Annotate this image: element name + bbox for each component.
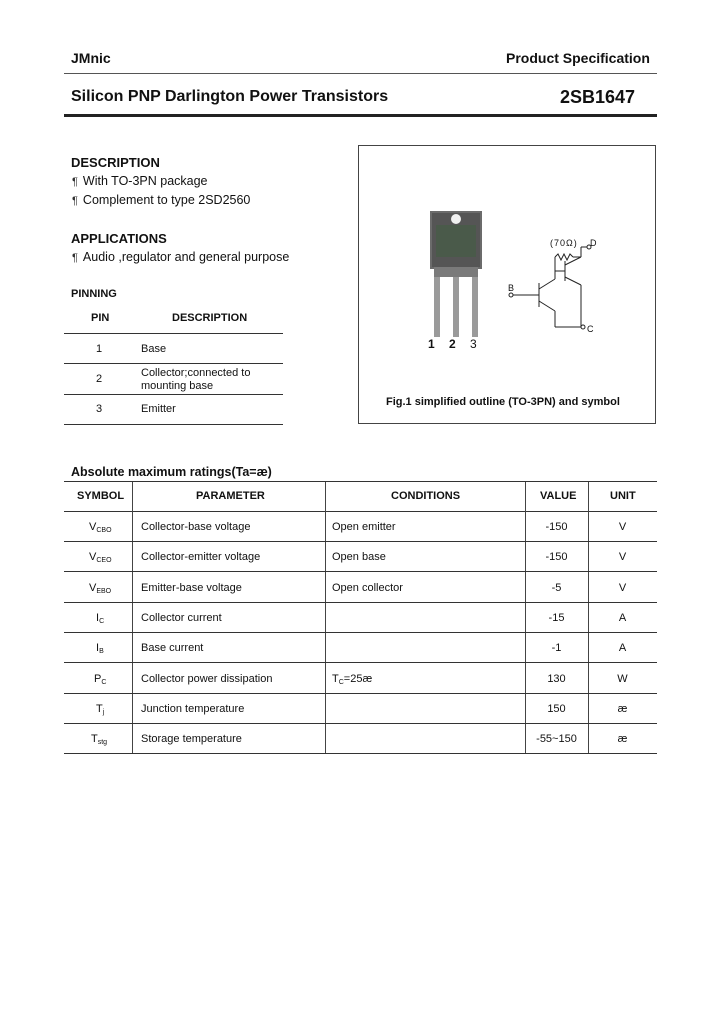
pin-label-3: 3 (470, 337, 477, 351)
row-parameter: Junction temperature (141, 703, 245, 715)
pin-description: Collector;connected to (141, 367, 251, 379)
table-bottom-rule (64, 753, 657, 754)
pinning-col-desc: DESCRIPTION (172, 312, 248, 324)
row-parameter: Collector-emitter voltage (141, 551, 261, 563)
pinning-rule (64, 363, 283, 364)
row-unit: V (618, 582, 627, 594)
row-rule (64, 541, 657, 542)
pin-label-2: 2 (449, 337, 456, 351)
row-rule (64, 693, 657, 694)
row-parameter: Storage temperature (141, 733, 242, 745)
doc-type: Product Specification (506, 50, 650, 66)
row-conditions: $T_C=25æ$ (332, 673, 373, 686)
row-value: 150 (547, 703, 566, 715)
row-value: 130 (547, 673, 566, 685)
row-unit: æ (617, 703, 628, 715)
pin-description: Base (141, 343, 167, 355)
bullet-mark: ¶ (72, 195, 78, 207)
pin-description-cont: mounting base (141, 380, 214, 392)
row-unit: V (618, 521, 627, 533)
row-rule (64, 571, 657, 572)
row-value: -15 (548, 612, 565, 624)
description-heading: DESCRIPTION (71, 155, 160, 170)
row-conditions: Open collector (332, 582, 403, 594)
part-number: 2SB1647 (560, 87, 636, 107)
terminal-d-label: D (590, 238, 597, 248)
ratings-title: Absolute maximum ratings(Ta=æ) (71, 465, 272, 479)
row-unit: W (617, 673, 628, 685)
row-unit: V (618, 551, 627, 563)
col-value: VALUE (540, 490, 577, 502)
row-rule (64, 662, 657, 663)
description-item: ¶ With TO-3PN package (72, 174, 208, 188)
col-divider (325, 482, 326, 753)
row-value: -150 (545, 551, 568, 563)
col-unit: UNIT (610, 490, 636, 502)
row-rule (64, 602, 657, 603)
row-conditions: Open base (332, 551, 386, 563)
row-conditions: Open emitter (332, 521, 396, 533)
applications-heading: APPLICATIONS (71, 231, 167, 246)
row-parameter: Base current (141, 642, 204, 654)
page-title: Silicon PNP Darlington Power Transistors (71, 88, 389, 105)
pinning-rule (64, 394, 283, 395)
row-symbol: $P_C$ (94, 673, 107, 686)
pin-description: Emitter (141, 403, 176, 415)
title-divider (64, 114, 657, 117)
col-parameter: PARAMETER (196, 490, 265, 502)
header-divider (64, 73, 657, 74)
table-top-rule (64, 481, 657, 482)
row-parameter: Emitter-base voltage (141, 582, 242, 594)
row-unit: A (618, 612, 627, 624)
pin-number: 2 (96, 373, 103, 385)
col-symbol: SYMBOL (77, 490, 125, 502)
to3pn-package-image (420, 205, 500, 350)
description-item: ¶ Complement to type 2SD2560 (72, 193, 251, 207)
row-symbol: $V_{EBO}$ (89, 582, 112, 595)
row-symbol: $T_j$ (96, 703, 105, 716)
col-conditions: CONDITIONS (391, 490, 461, 502)
table-header-rule (64, 511, 657, 512)
row-symbol: $I_B$ (96, 642, 104, 655)
row-value: -150 (545, 521, 568, 533)
pin-number: 1 (96, 343, 103, 355)
pinning-rule (64, 424, 283, 425)
row-rule (64, 723, 657, 724)
row-unit: æ (617, 733, 628, 745)
row-parameter: Collector current (141, 612, 222, 624)
row-symbol: $V_{CBO}$ (89, 521, 112, 534)
darlington-symbol-icon (505, 235, 605, 335)
row-symbol: $T_{stg}$ (91, 733, 108, 746)
row-symbol: $I_C$ (96, 612, 105, 625)
row-parameter: Collector-base voltage (141, 521, 251, 533)
row-value: -5 (551, 582, 562, 594)
col-divider (132, 482, 133, 753)
row-unit: A (618, 642, 627, 654)
pinning-col-pin: PIN (91, 312, 110, 324)
row-value: -55~150 (536, 733, 577, 745)
resistor-value: (70Ω) (550, 238, 578, 248)
applications-item: ¶ Audio ,regulator and general purpose (72, 250, 290, 264)
row-symbol: $V_{CEO}$ (89, 551, 112, 564)
brand-name: JMnic (71, 50, 111, 66)
figure-caption: Fig.1 simplified outline (TO-3PN) and symbol (386, 396, 620, 408)
pinning-heading: PINNING (71, 288, 117, 300)
row-value: -1 (551, 642, 562, 654)
terminal-b-label: B (508, 283, 515, 293)
pinning-rule (64, 333, 283, 334)
bullet-mark: ¶ (72, 176, 78, 188)
row-parameter: Collector power dissipation (141, 673, 273, 685)
row-rule (64, 632, 657, 633)
bullet-mark: ¶ (72, 252, 78, 264)
pin-label-1: 1 (428, 337, 435, 351)
pin-number: 3 (96, 403, 103, 415)
terminal-c-label: C (587, 324, 594, 334)
